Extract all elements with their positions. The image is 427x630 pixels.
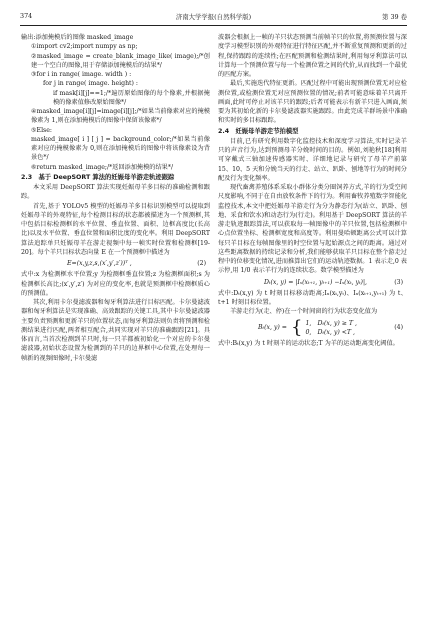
paragraph: 波器会根据上一帧的羊只状态预测当前帧羊只的位置,将预测位置与深度学习模型识别的外观特征进行特征匹配,并不断重复预测和更新的过程,保持跟踪的连续性;在匹配预测和检测结果时,利用匈牙利算法可以计算每一个预测位置与每一个检测位置之间的代价,从而找到一个最优的匹配方案。 [218,34,407,78]
piecewise-cases [305,319,357,337]
equation-number: (2) [197,260,206,267]
running-header [20,10,407,24]
code-line: ②masked_image = create_blank_image_like( image);/*创建一个空白的图像,用于存储添加掩模后的结果*/ [31,52,210,69]
journal-title: 济南大学学报(自然科学版) [175,13,252,21]
code-line: ④masked_image[i][j]=image[i][j];/*如果当前像素对应的掩模像素为 1,则在添加掩模后的图像中保留该像素*/ [31,108,210,125]
equation-2 [21,257,210,270]
paragraph: 式中:Bₜ(x,y) 为 t 时刻羊的运动状态;T 为羊的运动距离变化阈值。 [218,339,399,347]
header-rule [20,25,407,26]
paragraph: 式中:x 为检测框水平位置;y 为检测框垂直位置;z 为检测框面积;s 为检测框长高比;(x′,y′,z′) 为对应的变化率,也就是预测框中检测框质心的预测值。 [21,271,210,297]
left-column [21,33,210,363]
case-walk: 1, Dₜ(x, y) ≥ T , [305,319,357,327]
code-line: ⑥return masked_image;/*返回添加掩模的结果*/ [31,163,174,171]
paragraph: 现代畜禽养殖体系采取小群体分类分圈饲养方式,羊的行为受空间尺度影响,不同于在自由放牧条件下的行为。利用畜牧养殖数字智能化监控技术,本文中把妊娠母羊游走行为分为静态行为(站立、趴卧、刨地、采食和饮水)和动态行为(行走)。利用基于 DeepSORT 算法的羊游走轨迹跟踪算法,可以获取每一帧图像中的羊只位置,包括检测框中心点位置坐标、检测框宽度和高度等。利用曼哈顿距离公式可以计算每只羊目标在每帧图像里的时空位置与起始源点之间的距离。通过对这些距离数据的持续记录和分析,我们能够获取羊只目标在整个游走过程中的位移变化情况,进而推算出它们的运动轨迹数据。1 表示走,0 表示停,用 1/0 表示羊行为的连续状态。数学模型描述为 [218,184,407,275]
equation-4 [218,317,407,339]
equation-3 [218,276,407,289]
code-line: if mask[i][j]==1;/*遍历原始图像的每个像素,并根据掩模的像素值修改原始图像*/ [53,89,210,106]
paragraph: 最后,实施迭代特征更新。匹配过程中可能出现预测位置无对应检测位置,或检测位置无对应预测位置的情况;前者可能意味着羊只离开画面,此时可停止对该羊只的跟踪;后者可能表示有新羊只进入画面,须要为其初始化新的卡尔曼滤波器实施跟踪。由此完成羊群场景中准确和实时的多目标跟踪。 [218,80,407,125]
code-line: ①import cv2;import numpy as np; [31,43,138,51]
section-heading-2-4: 2.4 妊娠母羊游走节拍模型 [218,127,299,135]
page-number: 374 [20,12,33,20]
right-column [218,33,407,348]
paragraph: 羊游走行为(走、停)在一个时间窗的行为状态变化值为 [230,308,378,316]
paragraph: 首先,基于 YOLOv5 模型的妊娠母羊多目标识别模型可以提取到妊娠母羊的外观特征,每个检测目标的状态都被描述为一个预测框,其中包括目标检测框的水平位置、垂直位置、面积、边框高度比(长高比)以及水平位置、垂直位置和面积比度的变化率。利用 DeepSORT 算法追踪单只妊娠母羊在游走视频中每一帧实时位置和检测框[19-20]。每个羊只目标状态向量 E 在一个预测框中描述为 [21,202,210,256]
section-heading-2-3: 2.3 基于 DeepSORT 算法的妊娠母羊游走轨迹跟踪 [21,173,175,181]
equation-number: (3) [394,278,403,286]
code-line: ⑤Else: [31,126,52,134]
paragraph: 目前,已有研究利用数字化监控技术和深度学习算法,实时记录羊只的声音行为,达到预测母羊分娩时间的目的。例如,刘艳秋[18]利用可穿戴式三轴加速传感器实时、详细地记录与研究了母羊产前第 15、10、5 天和分娩当天的行走、站立、趴卧、刨地等行为的时间分配及行为变化频率。 [218,137,407,182]
equation-lhs: Bₜ(x, y) = [258,323,287,331]
code-line: for j in range( image. height) : [43,80,139,88]
equation-number: (4) [394,323,403,331]
paragraph: 本文采用 DeepSORT 算法实现妊娠母羊多目标的准确检测和跟踪。 [21,184,210,201]
paragraph: 其次,利用卡尔曼滤波器和匈牙利算法进行目标匹配。卡尔曼滤波器和匈牙利算法是实现准确、高效跟踪的关键工具,其中卡尔曼滤波器主要负责预测和更新羊只的位置状态,而匈牙利算法则负责将预测和检测结果进行匹配,两者相互配合,共同实现对羊只的准确跟踪[21]。具体而言,当首次检测到羊只时,每一只羊都被初始化一个对应的卡尔曼滤波器,初始状态设置为检测到的羊只的边界框中心位置,在处理每一帧新的视频图像时,卡尔曼滤 [21,299,210,362]
paragraph: 式中:Dₜ(x,y) 为 t 时刻目标移动距离;Iₓ(xₜ,yₜ)、Iₓ(xₜ₊₁,yₜ₊₁) 为 t、t+1 时刻目标位置。 [218,289,407,306]
brace-glyph: { [290,316,303,338]
algorithm-output-line: 输出:添加掩模后的图像 masked_image [21,34,134,41]
equation-body: Dₜ(x, y) = |Iₓ(xₜ₊₁, yₜ₊₁) −Iₓ(xₜ, yₜ)|, [264,278,368,286]
equation-body: E=(x,y,z,s,(x′,y′,z′))ᵀ , [67,260,132,267]
code-line: ③for i in range( image. width ) : [31,71,132,78]
case-stop: 0, Dₜ(x, y) <T , [305,328,355,336]
code-line: masked_image[ i ] [ j ] = background_color;/*如果当前像素对应的掩模像素为 0,则在添加掩模后的图像中将该像素设为背景色*/ [31,135,210,162]
volume-label: 第 39 卷 [382,13,407,21]
